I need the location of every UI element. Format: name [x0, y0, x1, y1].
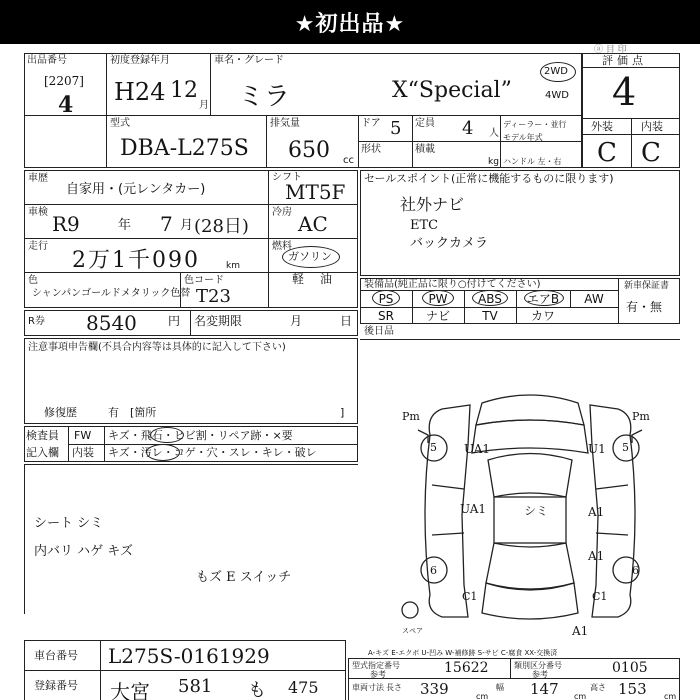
type-code-value: 15622	[444, 660, 489, 676]
width-label: 幅	[496, 683, 504, 692]
notes-label: 注意事項申告欄(不具合内容等は具体的に記入して下さい)	[28, 342, 286, 353]
drive-2wd: 2WD	[544, 66, 568, 77]
handle-label: ハンドル 左・右	[503, 157, 562, 166]
equip-airbag: エアB	[526, 292, 560, 306]
recycle-label: R券	[28, 316, 45, 327]
name-change-month: 月	[290, 314, 303, 328]
repair-close: ]	[340, 406, 345, 419]
ac-label: 冷房	[272, 207, 292, 218]
shift-label: シフト	[272, 172, 302, 183]
disp-unit: cc	[343, 155, 354, 166]
name-change-label: 名変期限	[194, 314, 243, 328]
reg-label: 登録番号	[34, 679, 78, 692]
equipment-label: 装備品(純正品に限り○付けてください)	[364, 279, 541, 290]
width-unit: cm	[574, 692, 587, 700]
height-unit: cm	[664, 692, 677, 700]
reg-num: 475	[288, 678, 319, 697]
mark-u1: U1	[588, 442, 606, 456]
damage-legend: A-キズ E-エクボ U-凹み W-補修跡 S-サビ C-腐食 XX-交換済	[368, 649, 558, 657]
grade: X“Special”	[392, 78, 512, 103]
cap-label: 定員	[415, 118, 435, 129]
drive-4wd: 4WD	[545, 90, 569, 101]
ps-circle	[372, 290, 400, 306]
ext-label: 外装	[591, 120, 613, 133]
equip-leather: カワ	[530, 309, 555, 323]
mark-pm-left: Pm	[402, 410, 420, 423]
recycle-value: 8540	[86, 311, 137, 335]
dims-label: 車両寸法	[352, 683, 384, 692]
class-code-sub: 参考	[532, 670, 548, 679]
model-label: 車名・グレード	[214, 55, 284, 66]
mark-pm-right: Pm	[632, 410, 650, 423]
inspect-month-unit: 月	[180, 218, 194, 233]
equip-tv: TV	[482, 309, 498, 323]
height-value: 153	[618, 680, 647, 698]
disp-value: 650	[288, 138, 330, 163]
ext-grade: C	[597, 138, 617, 168]
first-reg-month: 12	[170, 78, 198, 103]
lot-number: 4	[58, 92, 74, 118]
chassis-label: 車台番号	[34, 649, 78, 662]
score-label: 評価点	[602, 54, 647, 67]
equip-navi: ナビ	[425, 309, 450, 323]
class-code-value: 0105	[612, 660, 648, 676]
sales-label: セールスポイント(正常に機能するものに限ります)	[364, 172, 614, 185]
stone-chip-circle	[150, 427, 184, 443]
page-banner: ★初出品★	[0, 0, 700, 44]
int-label: 内装	[641, 120, 663, 133]
length-unit: cm	[476, 692, 489, 700]
warranty-label: 新車保証書	[624, 281, 670, 291]
mark-a1-side: A1	[588, 505, 605, 519]
door-label: ドア	[361, 118, 381, 129]
inspector-row1-text: キズ・飛石・ヒビ割・リペア跡・×要	[108, 429, 293, 442]
repair-value: 有	[108, 406, 119, 419]
free-notes-section	[24, 464, 358, 614]
color-code-value: T23	[196, 286, 231, 307]
model-name: ミラ	[238, 82, 291, 112]
abs-circle	[472, 290, 508, 306]
inspect-year-unit: 年	[118, 218, 132, 233]
fuel-gas: ガソリン	[288, 250, 332, 263]
mark-ua1-front: UA1	[464, 442, 491, 456]
width-value: 147	[530, 680, 559, 698]
lot-label: 出品番号	[27, 55, 67, 66]
mark-a1-bottom: A1	[572, 624, 589, 638]
cap-value: 4	[462, 118, 474, 139]
height-label: 高さ	[590, 683, 606, 692]
note-line2: 内バリ ハゲ キズ	[34, 544, 134, 559]
class-code-label: 類別区分番号	[514, 661, 562, 670]
lot-code: [2207]	[44, 74, 84, 88]
mark-wheel-fl: 5	[430, 441, 437, 454]
inspector-label1: 検査員	[26, 429, 59, 442]
recycle-unit: 円	[168, 314, 181, 328]
model-year-label: モデル年式	[503, 133, 543, 142]
airbag-circle	[524, 290, 564, 306]
color-code-label: 色コード	[184, 275, 224, 286]
shape-label: 形状	[361, 144, 381, 155]
note-line1: シート シミ	[34, 516, 104, 531]
inspect-day: (28日)	[194, 216, 249, 237]
sales-line2: ETC	[410, 218, 439, 233]
top-right-stamp: ⓐ 目 印	[594, 45, 627, 55]
int-grade: C	[641, 138, 661, 168]
mark-ua1-side: UA1	[460, 502, 487, 516]
sales-line3: バックカメラ	[410, 236, 489, 251]
cap-unit: 人	[489, 128, 499, 139]
ac-value: AC	[298, 212, 328, 236]
reg-class: 581	[178, 676, 213, 697]
load-unit: kg	[488, 157, 499, 167]
mark-wheel-rl: 6	[430, 564, 437, 577]
mileage-value: 2万1千090	[72, 248, 200, 273]
pw-circle	[422, 290, 454, 306]
shift-value: MT5F	[285, 180, 346, 204]
note-line3: もズ E スイッチ	[196, 570, 292, 585]
type-value: DBA-L275S	[120, 136, 249, 161]
score-value: 4	[612, 70, 637, 114]
dirt-circle	[146, 444, 180, 461]
mileage-label: 走行	[28, 241, 48, 252]
color-value: シャンパンゴールドメタリック色替	[32, 288, 191, 299]
type-code-label: 型式指定番号	[352, 661, 400, 670]
inspector-row1-head: FW	[74, 429, 92, 442]
name-change-day: 日	[340, 314, 353, 328]
fuel-oil: 油	[320, 272, 333, 286]
equip-pw: PW	[428, 292, 448, 306]
inspector-row2-text: キズ・汚レ・コゲ・穴・スレ・キレ・破レ	[108, 446, 317, 459]
length-label: 長さ	[386, 683, 402, 692]
first-reg-era: H24	[114, 78, 166, 106]
equip-ps: PS	[378, 292, 394, 306]
mark-stain: シミ	[524, 504, 549, 518]
sales-line1: 社外ナビ	[400, 195, 465, 214]
repair-label: 修復歴	[44, 406, 77, 419]
mark-c1-left: C1	[462, 590, 478, 603]
door-value: 5	[390, 118, 402, 139]
load-label: 積載	[415, 144, 435, 155]
chassis-value: L275S-0161929	[108, 644, 270, 668]
spare-label: スペア	[402, 627, 423, 635]
reg-area: 大宮	[110, 680, 150, 700]
type-code-sub: 参考	[370, 670, 386, 679]
inspect-era: R9	[52, 212, 80, 236]
repair-place: [箇所	[130, 406, 157, 419]
equip-aw: AW	[584, 292, 604, 306]
fuel-label: 燃料	[272, 241, 292, 252]
mileage-unit: km	[226, 261, 240, 271]
type-label: 型式	[110, 118, 130, 129]
first-reg-month-unit: 月	[199, 100, 209, 111]
sales-section	[360, 170, 680, 276]
mark-a1-rear: A1	[588, 549, 605, 563]
warranty-value: 有・無	[626, 300, 663, 314]
equip-sr: SR	[378, 309, 394, 323]
inspector-label2: 記入欄	[26, 446, 59, 459]
color-label: 色	[28, 275, 38, 286]
inspect-label: 車検	[28, 207, 48, 218]
equip-abs: ABS	[478, 292, 502, 306]
car-type-value: 自家用・(元レンタカー)	[66, 182, 206, 197]
disp-label: 排気量	[270, 118, 300, 129]
inspect-month: 7	[160, 212, 173, 236]
mark-c1-right: C1	[592, 590, 608, 603]
length-value: 339	[420, 680, 449, 698]
first-reg-label: 初度登録年月	[110, 55, 170, 66]
car-type-label: 車歴	[28, 173, 48, 184]
dealer-label: ディーラー・並行	[503, 120, 567, 129]
recycle-section	[24, 310, 358, 336]
reg-kana: も	[248, 680, 266, 700]
mark-wheel-rr: 6	[632, 564, 639, 577]
mark-wheel-fr: 5	[622, 441, 629, 454]
rear-seat-label: 後日品	[364, 326, 394, 337]
fuel-kei: 軽	[292, 272, 305, 286]
inspector-row2-head: 内装	[72, 446, 94, 459]
